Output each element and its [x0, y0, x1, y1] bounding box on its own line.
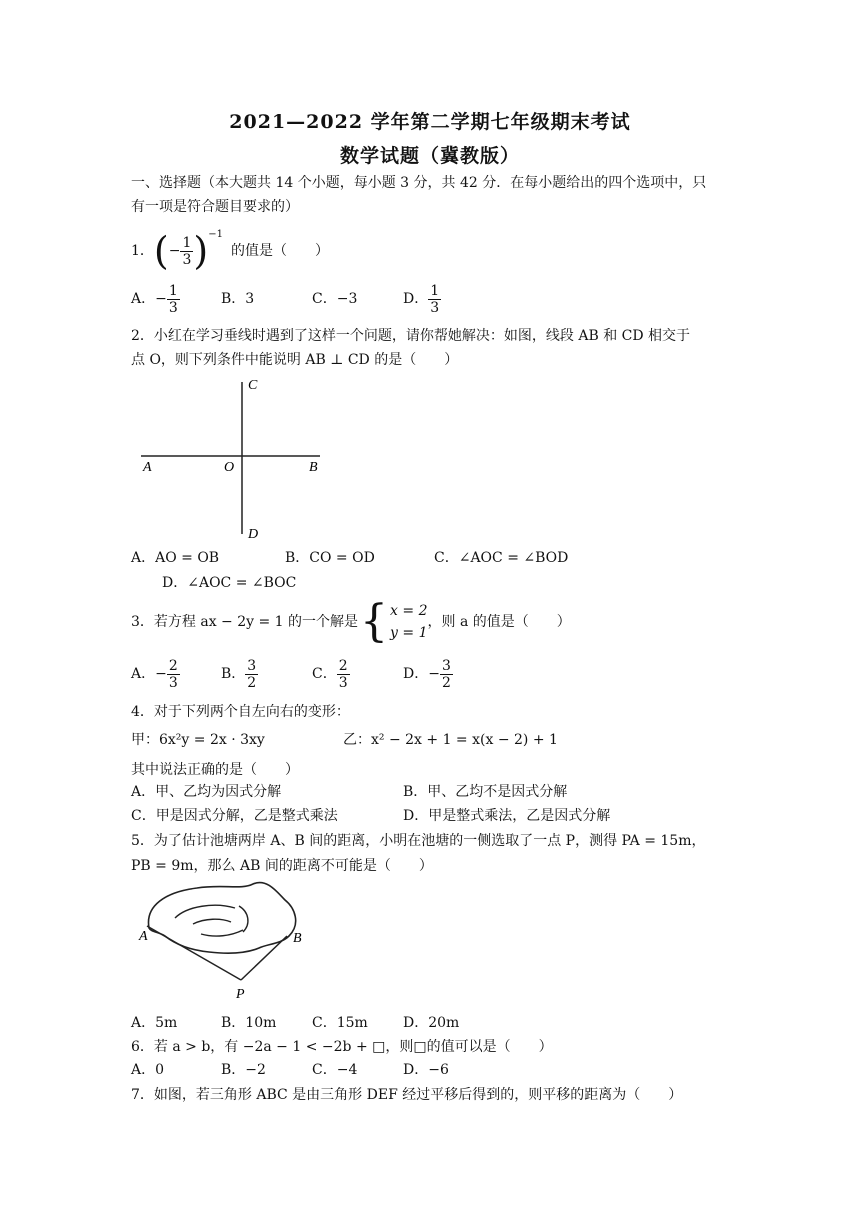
q3-system-top: x = 2 [390, 603, 428, 619]
q4-yi: 乙：x² − 2x + 1 = x(x − 2) + 1 [343, 732, 558, 748]
q1-option-a-numerator: 1 [168, 282, 178, 299]
question-2-line2: 点 O，则下列条件中能说明 AB ⊥ CD 的是（ ） [131, 352, 459, 368]
q1-option-c: C．−3 [312, 291, 358, 307]
q2-label-a: A [143, 460, 152, 475]
q2-option-d: D．∠AOC = ∠BOC [162, 575, 297, 591]
q2-option-b: B．CO = OD [285, 550, 375, 566]
q5-pond-ripple-1 [175, 905, 235, 918]
q5-pond-outline [148, 883, 295, 954]
question-4-line1: 4．对于下列两个自左向右的变形： [131, 704, 350, 720]
q3-option-c-numerator: 2 [338, 657, 348, 674]
q1-paren-right: ) [193, 229, 209, 273]
q4-question: 其中说法正确的是（ ） [131, 762, 299, 778]
q1-tail: 的值是（ ） [230, 243, 329, 259]
q2-label-c: C [248, 378, 258, 393]
q5-option-b: B．10m [221, 1015, 277, 1031]
q3-option-d-sign: − [428, 666, 440, 682]
q1-option-a-denominator: 3 [168, 299, 178, 316]
q3-option-b-fraction [245, 658, 258, 691]
q1-option-a-sign: − [155, 291, 167, 307]
q3-system [390, 600, 427, 644]
q3-option-c-label: C． [312, 666, 337, 682]
q3-option-a-denominator: 3 [168, 674, 178, 691]
q3-option-c-denominator: 3 [338, 674, 348, 691]
q3-option-d-numerator: 3 [441, 657, 451, 674]
q3-option-b-denominator: 2 [247, 674, 257, 691]
q1-option-b: B．3 [221, 291, 255, 307]
question-7: 7．如图，若三角形 ABC 是由三角形 DEF 经过平移后得到的，则平移的距离为（ ） [131, 1087, 683, 1103]
q5-option-c: C．15m [312, 1015, 368, 1031]
q3-option-a-label: A． [131, 666, 156, 682]
q3-option-a-fraction [167, 658, 180, 691]
q1-option-d-denominator: 3 [430, 299, 440, 316]
q3-option-a-numerator: 2 [168, 657, 178, 674]
q4-option-b: B．甲、乙均不是因式分解 [403, 784, 568, 800]
q4-option-d: D．甲是整式乘法，乙是因式分解 [403, 808, 611, 824]
question-5-line2: PB = 9m，那么 AB 间的距离不可能是（ ） [131, 858, 433, 874]
question-1-number: 1． [131, 243, 154, 259]
q1-option-d [403, 280, 441, 318]
q6-option-c: C．−4 [312, 1062, 358, 1078]
q1-exponent: −1 [208, 229, 223, 240]
question-5-line1: 5．为了估计池塘两岸 A、B 间的距离，小明在池塘的一侧选取了一点 P，测得 PA = 15m， [131, 833, 706, 849]
section-header-line2: 有一项是符合题目要求的） [131, 199, 299, 215]
q4-jia: 甲：6x²y = 2x · 3xy [131, 732, 265, 748]
q2-option-c: C．∠AOC = ∠BOD [434, 550, 569, 566]
q1-option-d-label: D． [403, 291, 429, 307]
q3-option-d [403, 655, 453, 693]
q1-fraction-denominator: 3 [182, 251, 192, 268]
exam-title: 2021—2022 学年第二学期七年级期末考试 [229, 111, 631, 133]
q1-option-a-fraction [167, 283, 180, 316]
q3-option-b-numerator: 3 [247, 657, 257, 674]
q5-pond-ripple-4 [201, 930, 243, 936]
question-1 [131, 228, 329, 274]
q1-fraction [180, 235, 193, 268]
q5-pond-ripple-3 [239, 906, 248, 932]
q5-label-p: P [236, 987, 245, 1002]
q2-option-a: A．AO = OB [131, 550, 220, 566]
q6-option-a: A．0 [131, 1062, 165, 1078]
q5-option-d: D．20m [403, 1015, 460, 1031]
q5-figure [135, 878, 315, 1006]
question-2-line1: 2．小红在学习垂线时遇到了这样一个问题，请你帮她解决：如图，线段 AB 和 CD 相交于 [131, 328, 691, 344]
exam-subtitle: 数学试题（冀教版） [339, 145, 520, 167]
q6-option-b: B．−2 [221, 1062, 266, 1078]
q5-label-a: A [139, 929, 148, 944]
q1-minus: − [168, 243, 181, 259]
q3-option-d-fraction [440, 658, 453, 691]
q3-option-b [221, 655, 258, 693]
q1-fraction-numerator: 1 [182, 234, 192, 251]
q3-option-c-fraction [337, 658, 350, 691]
q3-brace: { [360, 596, 389, 647]
q3-system-bottom: y = 1 [390, 625, 428, 641]
q2-label-b: B [309, 460, 318, 475]
q2-label-o: O [224, 460, 235, 475]
question-6: 6．若 a > b，有 −2a − 1 < −2b + □，则□的值可以是（ ） [131, 1039, 553, 1055]
q5-label-b: B [293, 931, 302, 946]
q5-segment-pb [241, 936, 287, 980]
section-header-line1: 一、选择题（本大题共 14 个小题，每小题 3 分，共 42 分．在每小题给出的四个选项中，只 [131, 175, 707, 191]
q2-label-d: D [248, 527, 259, 542]
q3-text-before: 3．若方程 ax − 2y = 1 的一个解是 [131, 614, 359, 630]
q1-option-d-fraction [428, 283, 441, 316]
q3-option-d-label: D． [403, 666, 429, 682]
q6-option-d: D．−6 [403, 1062, 449, 1078]
q3-text-after: ，则 a 的值是（ ） [427, 614, 571, 630]
q3-option-a-sign: − [155, 666, 167, 682]
q2-figure [135, 372, 345, 542]
q1-option-a [131, 280, 180, 318]
q1-option-a-label: A． [131, 291, 156, 307]
q3-option-d-denominator: 2 [441, 674, 451, 691]
question-3 [131, 598, 571, 646]
q3-option-c [312, 655, 350, 693]
q3-option-b-label: B． [221, 666, 246, 682]
q3-option-a [131, 655, 180, 693]
q5-pond-ripple-2 [193, 919, 231, 924]
q5-option-a: A．5m [131, 1015, 178, 1031]
q1-paren-left: ( [153, 229, 169, 273]
q4-option-c: C．甲是因式分解，乙是整式乘法 [131, 808, 338, 824]
q1-option-d-numerator: 1 [430, 282, 440, 299]
q4-option-a: A．甲、乙均为因式分解 [131, 784, 282, 800]
